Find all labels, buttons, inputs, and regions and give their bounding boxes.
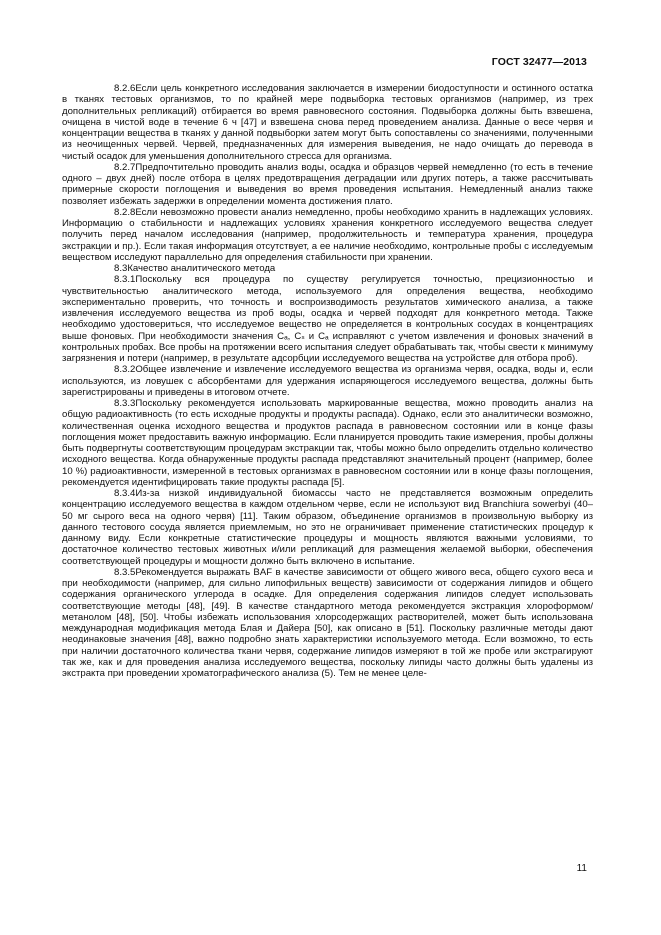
paragraph-8-3-4 <box>62 488 593 567</box>
paragraph-text: Если невозможно провести анализ немедленно, пробы необходимо хранить в надлежащих условиях. Информацию о стабильности и надлежащих условиях хранения конкретного исследуемого вещества следует получить перед началом исследования (например, продолжительность и температура хранения, процедура экстракции и пр.). Если такая информация отсутствует, а ее наличие необходимо, контрольные пробы с исследуемым веществом исследуют параллельно для определения стабильности при хранении. <box>62 206 593 263</box>
section-number: 8.2.7 <box>114 161 136 173</box>
document-body <box>62 83 593 679</box>
section-number: 8.3 <box>114 263 128 274</box>
paragraph-8-3-2 <box>62 364 593 398</box>
document-code: ГОСТ 32477—2013 <box>491 56 587 68</box>
paragraph-text: Рекомендуется выражать BAF в качестве зависимости от общего живого веса, общего сухого веса и при необходимости (например, для сильно липофильных веществ) зависимости от содержания липидов и общего содержания органического углерода в осадке. Для определения содержания липидов следует использовать соответствующие методы [48], [49]. В качестве стандартного метода рекомендуется экстракция хлороформом/метанолом [48], [50]. Чтобы избежать использования хлорсодержащих растворителей, может быть использована международная модификация метода Блая и Дайера [50], как описано в [51]. Поскольку различные методы дают неодинаковые значения [48], важно подробно знать характеристики используемого метода. Если возможно, то есть при наличии достаточного количества ткани червя, содержание липидов измеряют в той же пробе или экстрагируют так же, как и для проведения анализа исследуемого вещества, поскольку липиды часто должны быть удалены из экстракта при проведении хроматографического анализа (5). Тем не менее целе- <box>62 566 593 679</box>
section-number: 8.2.8 <box>114 206 136 218</box>
paragraph-text: Из-за низкой индивидуальной биомассы часто не представляется возможным определить концентрацию исследуемого вещества в каждом отдельном черве, если не используют вид Branchiura sowerbyi (40–50 мг сырого веса на одного червя) [11]. Таким образом, объединение организмов в произвольную выборку из данного тестового сосуда является приемлемым, но это не ограничивает применение статистических процедур к данному виду. Если конкретные статистические процедуры и мощность являются важными условиями, то достаточное количество тестовых животных и/или репликаций для размещения желаемой выборки, обеспечения соответствующей процедуры и мощности должно быть включено в испытание. <box>62 488 593 567</box>
section-number: 8.3.2 <box>114 364 136 376</box>
paragraph-text: Поскольку рекомендуется использовать маркированные вещества, можно проводить анализ на общую радиоактивность (то есть исходные продукты и продукты распада). Однако, если это аналитически возможно, количественная оценка исходного вещества и продуктов распада в равновесном состоянии или в конце фазы поглощения может предоставить важную информацию. Если планируется проводить такие измерения, пробы должны быть подвергнуты соответствующим процедурам экстракции так, чтобы можно было определить отдельно количество исходного вещества. Когда обнаруженные продукты распада представляют значительный процент (например, более 10 %) радиоактивности, измеренной в тестовых организмах в равновесном состоянии или в конце фазы поглощения, рекомендуется идентифицировать такие продукты распада [5]. <box>62 398 593 488</box>
paragraph-8-2-8 <box>62 207 593 263</box>
section-number: 8.3.4 <box>114 488 136 499</box>
paragraph-8-3-5 <box>62 567 593 680</box>
section-number: 8.3.1 <box>114 274 136 286</box>
paragraph-8-3-3 <box>62 398 593 488</box>
section-title: Качество аналитического метода <box>127 263 276 274</box>
paragraph-text: Если цель конкретного исследования заключается в измерении биодоступности и остинного остатка в тканях тестовых организмов, то по крайней мере подвыборка тестовых организмов (например, из трех дополнительных репликаций) отбирается во время равновесного состояния. Подвыборка должны быть взвешена, очищена в чистой воде в течение 6 ч [47] и взвешена снова перед проведением анализа. Данные о весе червя и концентрации вещества в тканях у данной подвыборки затем могут быть сопоставлены со значениями, полученными из неочищенных червей. Червей, предназначенных для измерения выведения, не надо очищать до перевода в чистый осадок для уменьшения дополнительного стресса для организма. <box>62 83 593 162</box>
section-number: 8.3.5 <box>114 566 136 578</box>
paragraph-text: Предпочтительно проводить анализ воды, осадка и образцов червей немедленно (то есть в течение одного – двух дней) после отбора в целях предотвращения деградации или других потерь, а также рассчитывать примерные скорости поглощения и выведения во время проведения испытания. Немедленный анализ также позволяет избежать задержки в определении момента достижения плато. <box>62 161 593 207</box>
paragraph-8-2-6 <box>62 83 593 162</box>
paragraph-text: Общее извлечение и извлечение исследуемого вещества из организма червя, осадка, воды и, если используются, из ловушек с абсорбентами для удержания испаряющегося исследуемого вещества, должны быть зарегистрированы и приведены в итоговом отчете. <box>62 364 593 398</box>
paragraph-8-2-7 <box>62 162 593 207</box>
paragraph-text: Поскольку вся процедура по существу регулируется точностью, прецизионностью и чувствительностью аналитического метода, используемого для определения вещества, необходимо экспериментально проверить, что точность и воспроизводимость результатов химического анализа, а также извлечения исследуемого вещества из проб воды, осадка и червей подходят для конкретного метода. Также необходимо удостовериться, что исследуемое вещество не определяется в контрольных сосудах в концентрациях выше фоновых. При необходимости значения Cₐ, Cₛ и Cₐ исправляют с учетом извлечения и фоновых значений в контрольных пробах. Все пробы на протяжении всего испытания следует обрабатывать так, чтобы свести к минимуму загрязнения и потери (например, в результате адсорбции исследуемого вещества на устройстве для отбора проб). <box>62 274 593 364</box>
section-number: 8.2.6 <box>114 83 136 94</box>
page-number: 11 <box>576 863 587 874</box>
section-heading-8-3 <box>62 263 593 274</box>
section-number: 8.3.3 <box>114 398 136 409</box>
paragraph-8-3-1 <box>62 274 593 364</box>
